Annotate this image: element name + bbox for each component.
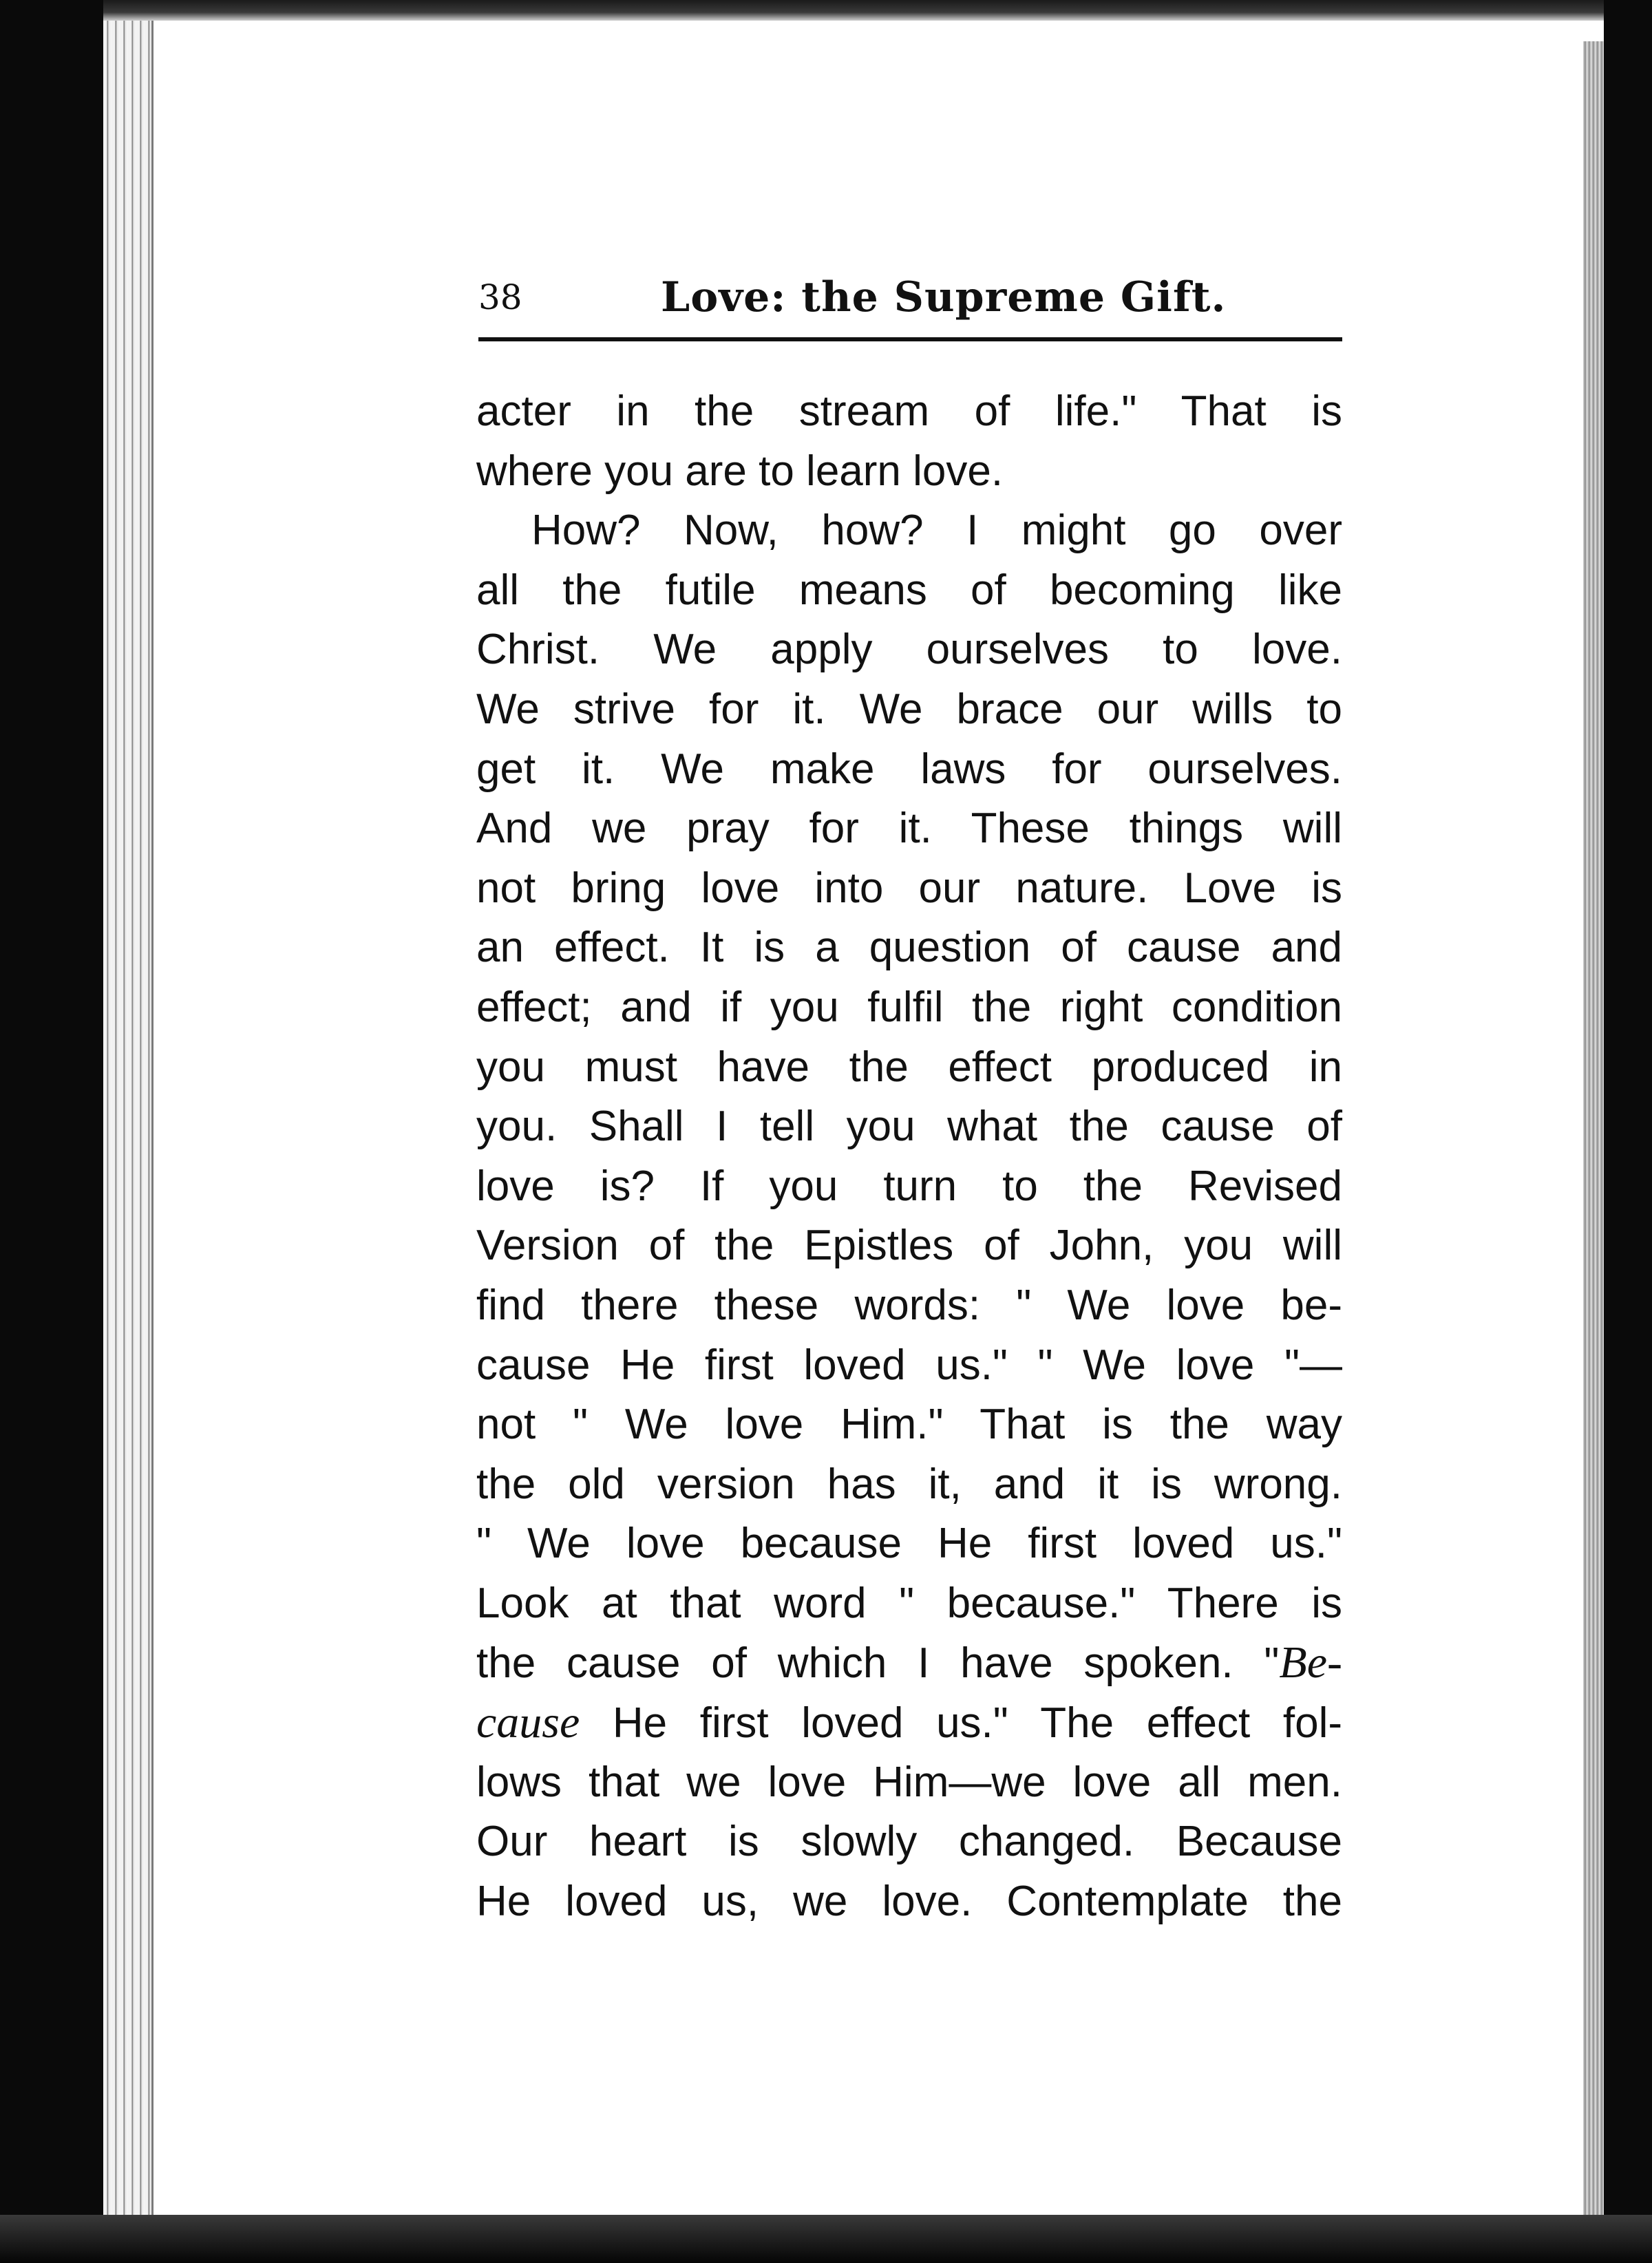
text-line: all the futile means of becoming like [476,566,1342,614]
text-line: love is? If you turn to the Revised [476,1162,1342,1210]
page-number: 38 [478,277,522,317]
text-line: you. Shall I tell you what the cause of [476,1103,1342,1151]
text-line: where you are to learn love. [476,447,1004,495]
running-head [478,270,1342,325]
text-line: We strive for it. We brace our wills to [476,685,1342,733]
text-line: Look at that word " because." There is [476,1579,1342,1627]
text-line: How? Now, how? I might go over [531,507,1342,555]
scan-top-edge [0,0,1652,21]
scan-right-edge [1604,0,1652,2263]
text-line: get it. We make laws for ourselves. [476,745,1342,793]
scan-left-edge [0,0,103,2263]
text-line: an effect. It is a question of cause and [476,924,1342,972]
text-line: not " We love Him." That is the way [476,1401,1342,1449]
text-line: not bring love into our nature. Love is [476,864,1342,912]
text-line: Version of the Epistles of John, you will [476,1222,1342,1270]
text-line-with-italic [476,1633,1342,1693]
text-line: find there these words: " We love be- [476,1281,1342,1329]
page-stack-left [103,21,153,2216]
text-line: " We love because He first loved us." [476,1520,1342,1568]
text-line: the old version has it, and it is wrong. [476,1460,1342,1508]
text-line: you must have the effect produced in [476,1043,1342,1091]
italic-word: cause [476,1697,580,1748]
text-line-with-italic [476,1693,1342,1753]
scan-bottom-edge [0,2215,1652,2263]
body-text [476,382,1342,1931]
running-title: Love: the Supreme Gift. [661,273,1227,321]
text-line: And we pray for it. These things will [476,805,1342,853]
text-segment: He first loved us." The effect fol- [580,1699,1342,1747]
header-rule [478,337,1342,341]
text-segment: the cause of which I have spoken. " [476,1639,1280,1688]
text-line: Christ. We apply ourselves to love. [476,626,1342,674]
text-line: lows that we love Him—we love all men. [476,1758,1342,1806]
text-line: Our heart is slowly changed. Because [476,1818,1342,1866]
text-line: effect; and if you fulfil the right condition [476,983,1342,1031]
page-stack-right [1583,41,1604,2216]
text-line: He loved us, we love. Contemplate the [476,1877,1342,1925]
text-line: cause He first loved us." " We love "— [476,1341,1342,1389]
italic-word: Be- [1279,1637,1342,1688]
text-line: acter in the stream of life." That is [476,387,1342,435]
